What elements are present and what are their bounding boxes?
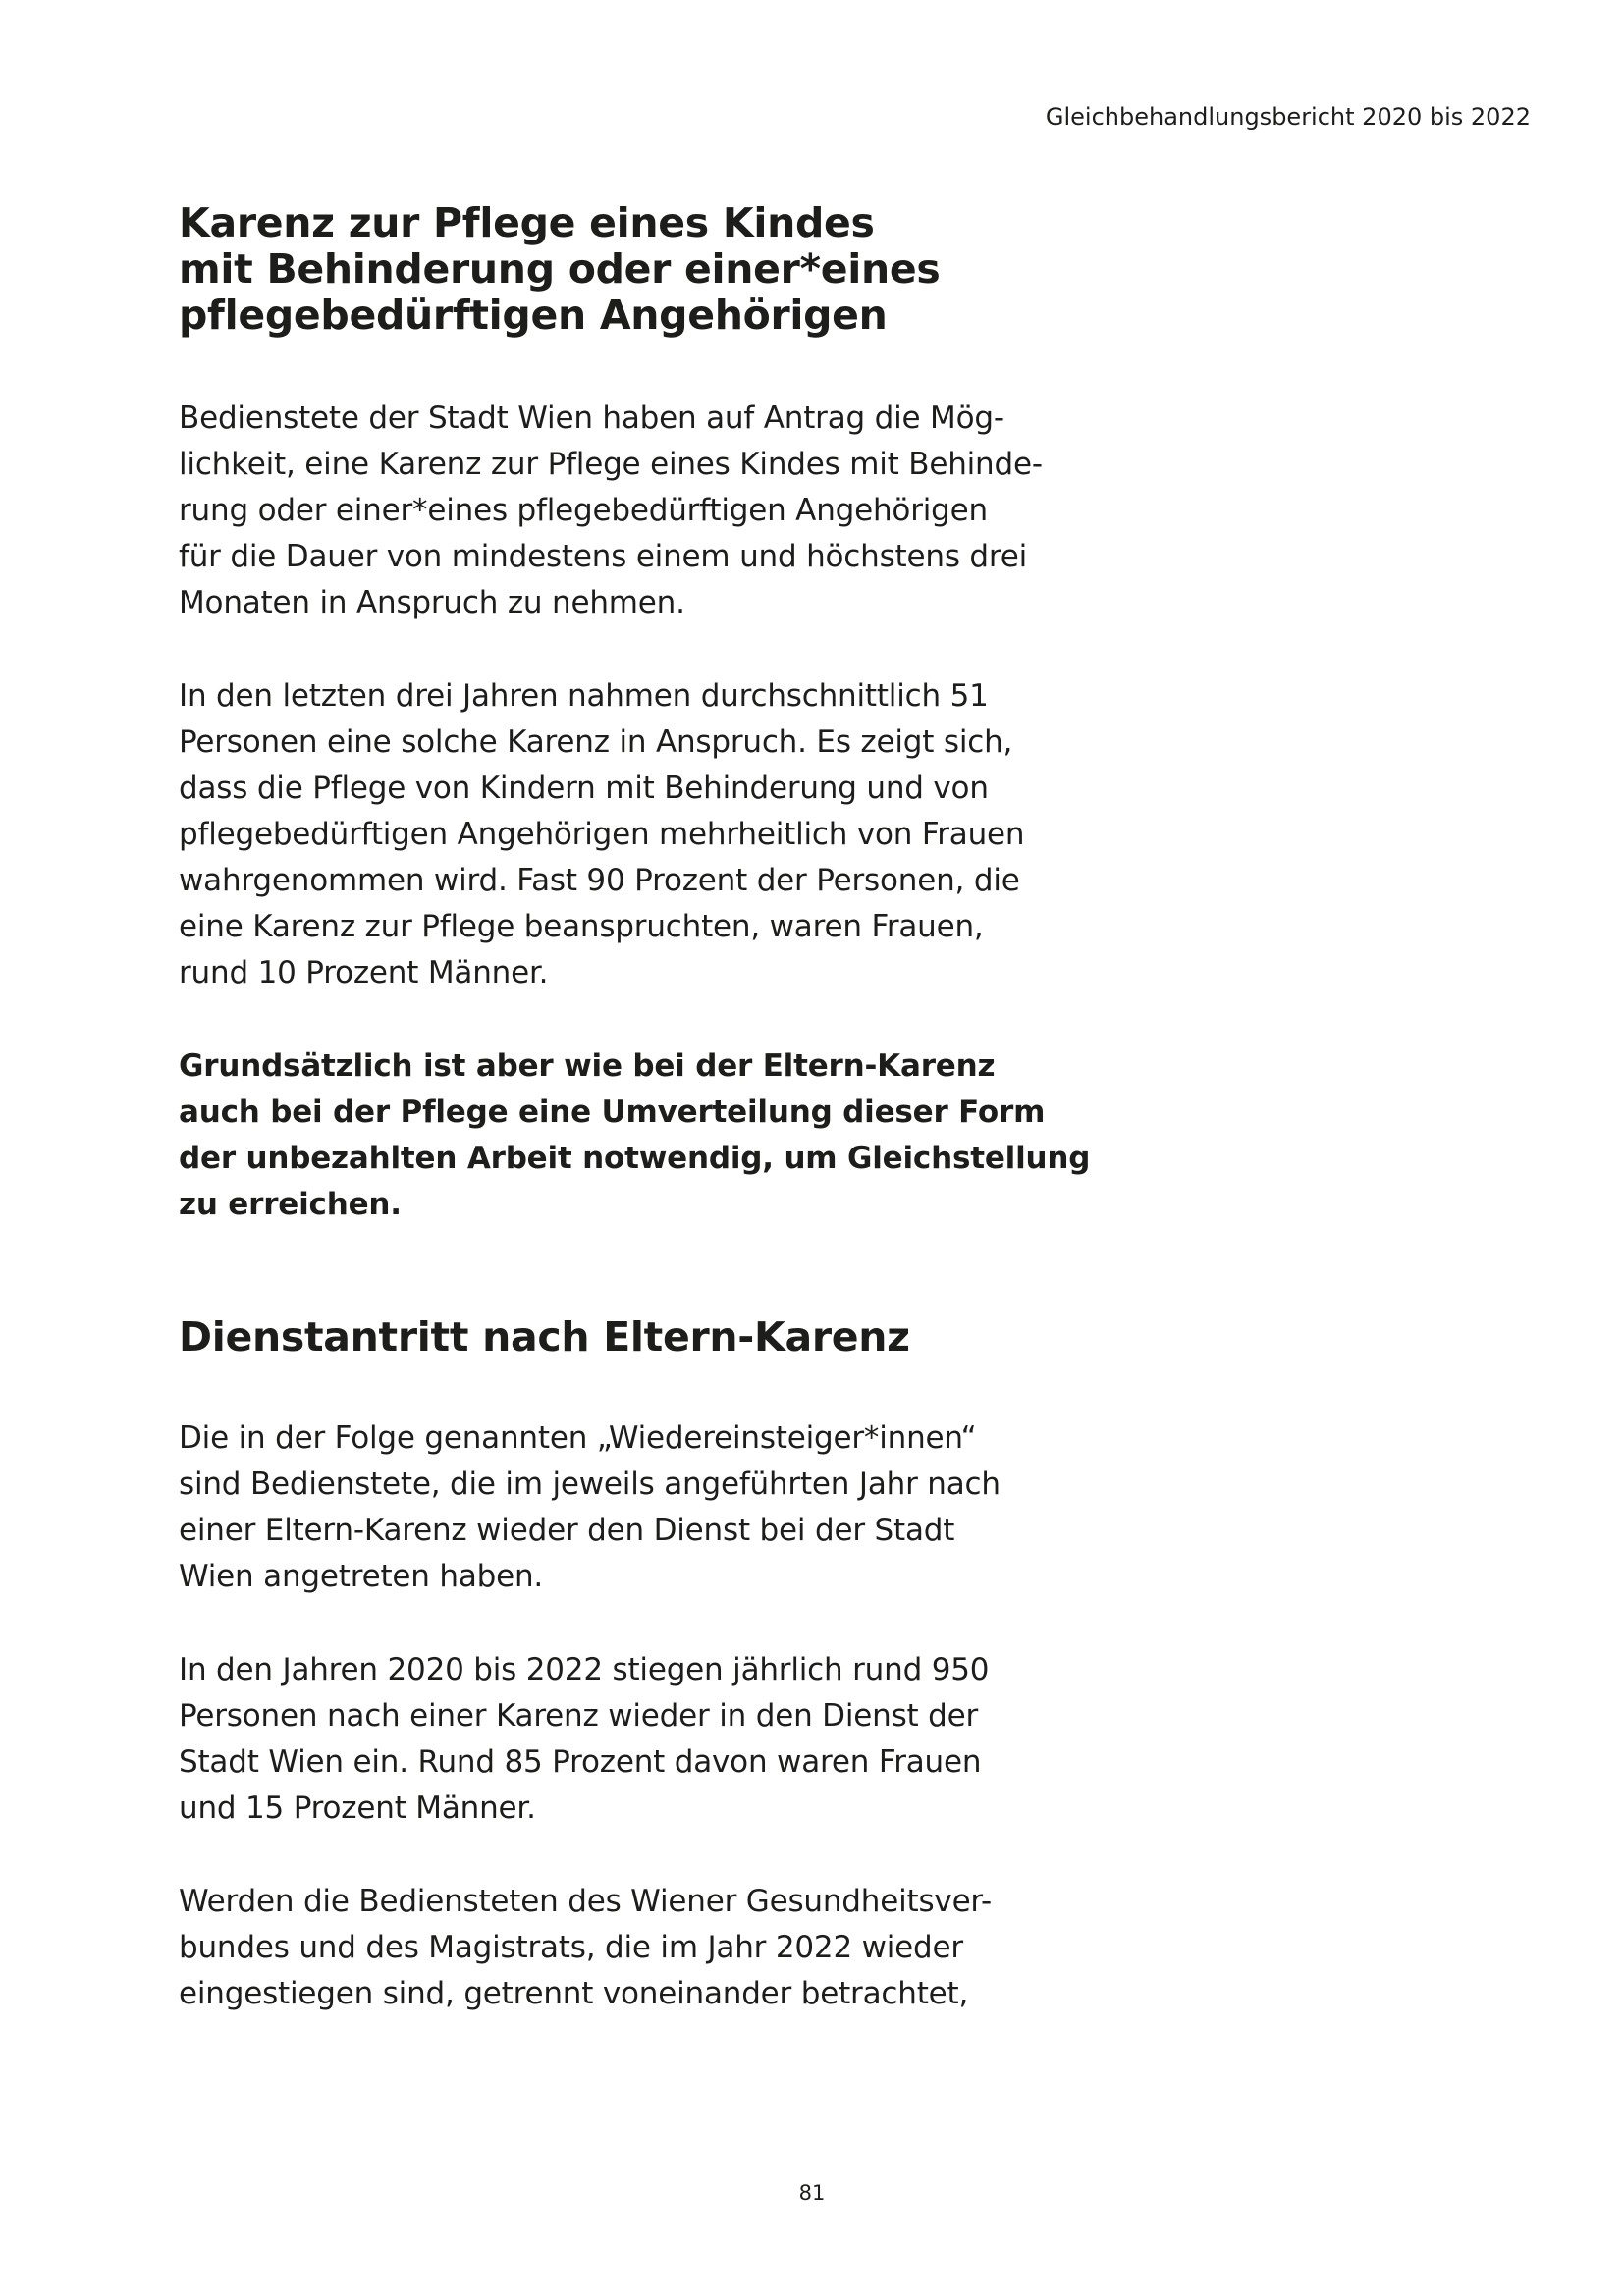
heading-line: Dienstantritt nach Eltern-Karenz [179, 1313, 910, 1361]
text-line: Stadt Wien ein. Rund 85 Prozent davon waren Frauen [179, 1744, 982, 1780]
text-line: rund 10 Prozent Männer. [179, 955, 549, 990]
text-line: Bedienstete der Stadt Wien haben auf Antrag die Mög- [179, 400, 1004, 436]
text-line: für die Dauer von mindestens einem und höchstens drei [179, 539, 1028, 574]
heading-line: Karenz zur Pflege eines Kindes [179, 199, 875, 246]
text-line: wahrgenommen wird. Fast 90 Prozent der Personen, die [179, 863, 1020, 898]
page-number: 81 [798, 2181, 826, 2205]
text-line: Grundsätzlich ist aber wie bei der Eltern-Karenz [179, 1048, 996, 1084]
text-line: sind Bedienstete, die im jeweils angeführten Jahr nach [179, 1467, 1001, 1502]
text-line: auch bei der Pflege eine Umverteilung dieser Form [179, 1095, 1046, 1130]
text-line: Werden die Bediensteten des Wiener Gesundheitsver- [179, 1884, 992, 1919]
text-line: Personen eine solche Karenz in Anspruch. Es zeigt sich, [179, 724, 1013, 760]
paragraph-karenz-emphasis [179, 1043, 1091, 1228]
text-line: Personen nach einer Karenz wieder in den Dienst der [179, 1698, 979, 1734]
heading-line: pflegebedürftigen Angehörigen [179, 292, 888, 339]
section-heading-karenz-pflege [179, 200, 1062, 339]
text-line: lichkeit, eine Karenz zur Pflege eines Kindes mit Behinde- [179, 447, 1043, 482]
text-line: pflegebedürftigen Angehörigen mehrheitlich von Frauen [179, 817, 1025, 852]
text-line: Wien angetreten haben. [179, 1559, 544, 1594]
paragraph-dienstantritt-definition [179, 1415, 1062, 1600]
running-header: Gleichbehandlungsbericht 2020 bis 2022 [1045, 103, 1531, 131]
text-line: einer Eltern-Karenz wieder den Dienst bei der Stadt [179, 1513, 955, 1548]
text-line: eine Karenz zur Pflege beanspruchten, waren Frauen, [179, 909, 984, 944]
text-line: zu erreichen. [179, 1187, 402, 1222]
section-heading-dienstantritt [179, 1314, 1062, 1361]
paragraph-dienstantritt-split [179, 1879, 1062, 2017]
paragraph-karenz-intro [179, 396, 1062, 626]
text-line: rung oder einer*eines pflegebedürftigen Angehörigen [179, 493, 988, 528]
heading-line: mit Behinderung oder einer*eines [179, 245, 941, 293]
text-line: Die in der Folge genannten „Wiedereinsteiger*innen“ [179, 1420, 977, 1456]
paragraph-karenz-statistics [179, 673, 1062, 996]
text-line: In den letzten drei Jahren nahmen durchschnittlich 51 [179, 678, 989, 714]
text-line: bundes und des Magistrats, die im Jahr 2022 wieder [179, 1930, 963, 1965]
paragraph-dienstantritt-statistics [179, 1647, 1062, 1832]
text-line: und 15 Prozent Männer. [179, 1790, 536, 1826]
text-line: der unbezahlten Arbeit notwendig, um Gleichstellung [179, 1141, 1091, 1176]
text-line: dass die Pflege von Kindern mit Behinderung und von [179, 771, 989, 806]
page-content [179, 199, 1091, 2017]
text-line: eingestiegen sind, getrennt voneinander betrachtet, [179, 1976, 969, 2011]
text-line: In den Jahren 2020 bis 2022 stiegen jährlich rund 950 [179, 1652, 990, 1687]
text-line: Monaten in Anspruch zu nehmen. [179, 585, 685, 620]
